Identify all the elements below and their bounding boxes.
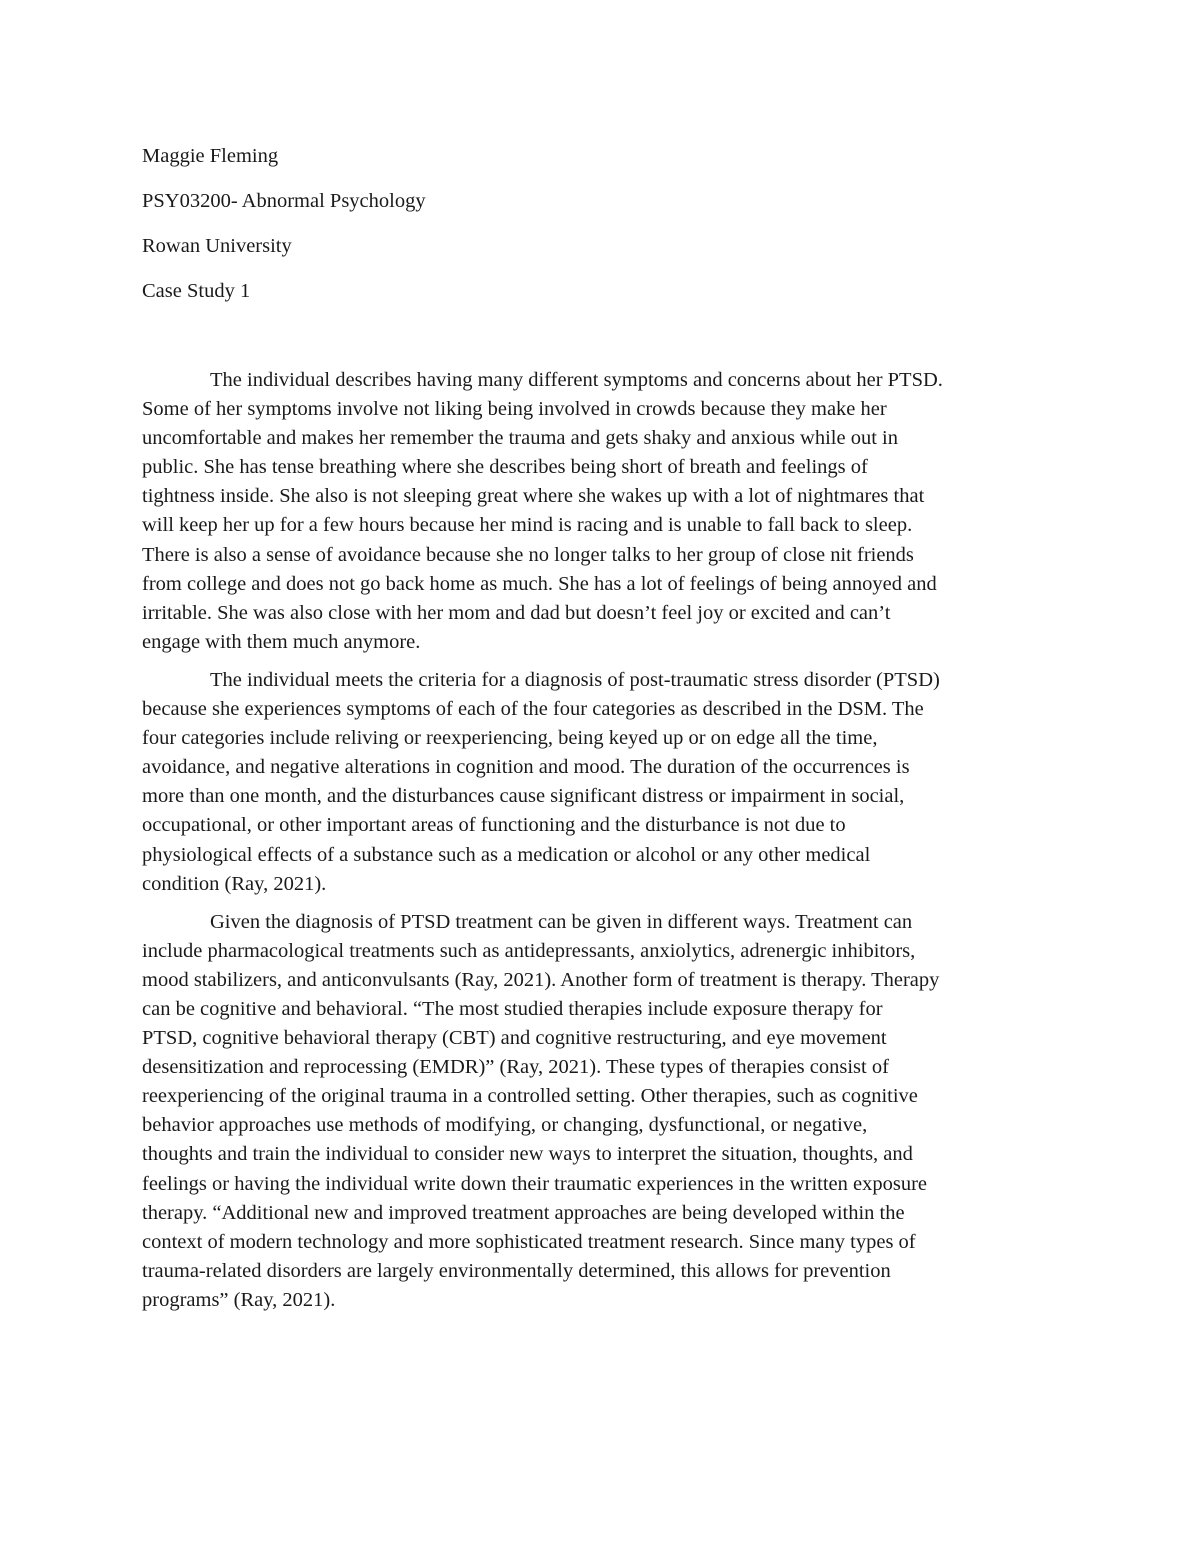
text-line: physiological effects of a substance such as a medication or alcohol or any other medical [142,843,871,866]
body-paragraph [142,666,1062,899]
text-line: because she experiences symptoms of each of the four categories as described in the DSM. The [142,698,924,721]
course-name: PSY03200- Abnormal Psychology [142,190,426,212]
text-line: thoughts and train the individual to consider new ways to interpret the situation, thoughts, and [142,1143,913,1166]
text-line: more than one month, and the disturbances cause significant distress or impairment in social, [142,785,905,808]
text-line: PTSD, cognitive behavioral therapy (CBT) and cognitive restructuring, and eye movement [142,1027,887,1050]
document-body [142,366,1062,1324]
assignment-title: Case Study 1 [142,280,251,302]
body-paragraph [142,366,1062,657]
text-line: Some of her symptoms involve not liking being involved in crowds because they make her [142,398,887,421]
text-line: The individual meets the criteria for a diagnosis of post-traumatic stress disorder (PTSD) [210,668,940,691]
text-line: uncomfortable and makes her remember the trauma and gets shaky and anxious while out in [142,427,898,450]
text-line: There is also a sense of avoidance because she no longer talks to her group of close nit friends [142,543,914,566]
text-line: avoidance, and negative alterations in cognition and mood. The duration of the occurrences is [142,756,910,779]
text-line: trauma-related disorders are largely environmentally determined, this allows for prevention [142,1259,891,1282]
text-line: therapy. “Additional new and improved treatment approaches are being developed within the [142,1201,905,1224]
text-line: mood stabilizers, and anticonvulsants (Ray, 2021). Another form of treatment is therapy. Therapy [142,968,940,991]
school-name: Rowan University [142,235,292,257]
author-name: Maggie Fleming [142,145,279,167]
text-line: The individual describes having many different symptoms and concerns about her PTSD. [210,369,943,391]
text-line: public. She has tense breathing where she describes being short of breath and feelings of [142,456,868,479]
text-line: context of modern technology and more sophisticated treatment research. Since many types of [142,1230,916,1253]
text-line: engage with them much anymore. [142,630,421,653]
text-line: tightness inside. She also is not sleeping great where she wakes up with a lot of nightmares that [142,485,925,508]
text-line: can be cognitive and behavioral. “The most studied therapies include exposure therapy for [142,997,883,1020]
text-line: reexperiencing of the original trauma in a controlled setting. Other therapies, such as cognitive [142,1085,918,1108]
text-line: feelings or having the individual write down their traumatic experiences in the written exposure [142,1172,928,1195]
body-paragraph [142,908,1062,1315]
text-line: programs” (Ray, 2021). [142,1288,336,1311]
text-line: behavior approaches use methods of modifying, or changing, dysfunctional, or negative, [142,1114,868,1137]
text-line: irritable. She was also close with her mom and dad but doesn’t feel joy or excited and can’t [142,601,891,624]
text-line: desensitization and reprocessing (EMDR)” (Ray, 2021). These types of therapies consist of [142,1056,889,1079]
text-line: will keep her up for a few hours because her mind is racing and is unable to fall back to sleep. [142,514,913,537]
text-line: from college and does not go back home as much. She has a lot of feelings of being annoyed and [142,572,937,595]
document-header [142,140,1072,320]
text-line: four categories include reliving or reexperiencing, being keyed up or on edge all the time, [142,727,878,750]
text-line: condition (Ray, 2021). [142,872,327,895]
text-line: include pharmacological treatments such as antidepressants, anxiolytics, adrenergic inhibitors, [142,939,916,962]
text-line: occupational, or other important areas of functioning and the disturbance is not due to [142,814,846,837]
text-line: Given the diagnosis of PTSD treatment can be given in different ways. Treatment can [210,910,913,933]
